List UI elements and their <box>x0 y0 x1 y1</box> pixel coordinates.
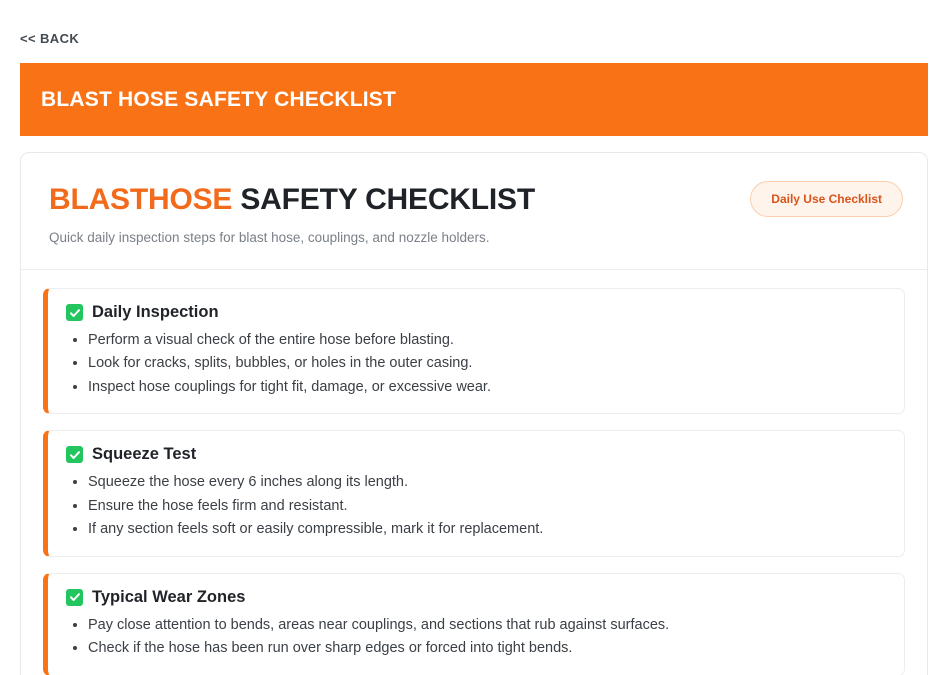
section-title: Typical Wear Zones <box>92 587 246 606</box>
list-item: • Squeeze the hose every 6 inches along its length. <box>88 471 886 494</box>
page-subtitle: Quick daily inspection steps for blast hose, couplings, and nozzle holders. <box>49 230 490 245</box>
checklist-section <box>43 430 905 556</box>
list-item: • Inspect hose couplings for tight fit, damage, or excessive wear. <box>88 376 886 399</box>
checkmark-icon <box>66 304 83 321</box>
card-header <box>21 153 927 270</box>
list-item: • Ensure the hose feels firm and resistant. <box>88 495 886 518</box>
page-title-rest: SAFETY CHECKLIST <box>232 183 535 216</box>
list-item: • Pay close attention to bends, areas near couplings, and sections that rub against surfaces. <box>88 614 886 637</box>
banner-title: BLAST HOSE SAFETY CHECKLIST <box>41 87 397 111</box>
section-title: Squeeze Test <box>92 445 197 464</box>
page-title-accent: BLASTHOSE <box>49 183 233 216</box>
section-bullets <box>66 614 886 661</box>
list-item: • Perform a visual check of the entire hose before blasting. <box>88 329 886 352</box>
checklist-section <box>43 288 905 414</box>
section-bullets <box>66 329 886 399</box>
list-item: • Look for cracks, splits, bubbles, or holes in the outer casing. <box>88 352 886 375</box>
status-badge[interactable]: Daily Use Checklist <box>750 181 903 217</box>
page-banner <box>20 63 928 136</box>
checkmark-icon <box>66 589 83 606</box>
back-link[interactable]: << BACK <box>20 31 80 46</box>
checklist-section <box>43 573 905 675</box>
checklist-card <box>20 152 928 675</box>
checkmark-icon <box>66 446 83 463</box>
section-header <box>66 588 886 607</box>
section-header <box>66 445 886 464</box>
section-bullets <box>66 471 886 541</box>
list-item: • If any section feels soft or easily compressible, mark it for replacement. <box>88 518 886 541</box>
list-item: • Check if the hose has been run over sharp edges or forced into tight bends. <box>88 637 886 660</box>
section-title: Daily Inspection <box>92 303 219 321</box>
section-header <box>66 303 886 322</box>
section-list <box>21 270 927 675</box>
